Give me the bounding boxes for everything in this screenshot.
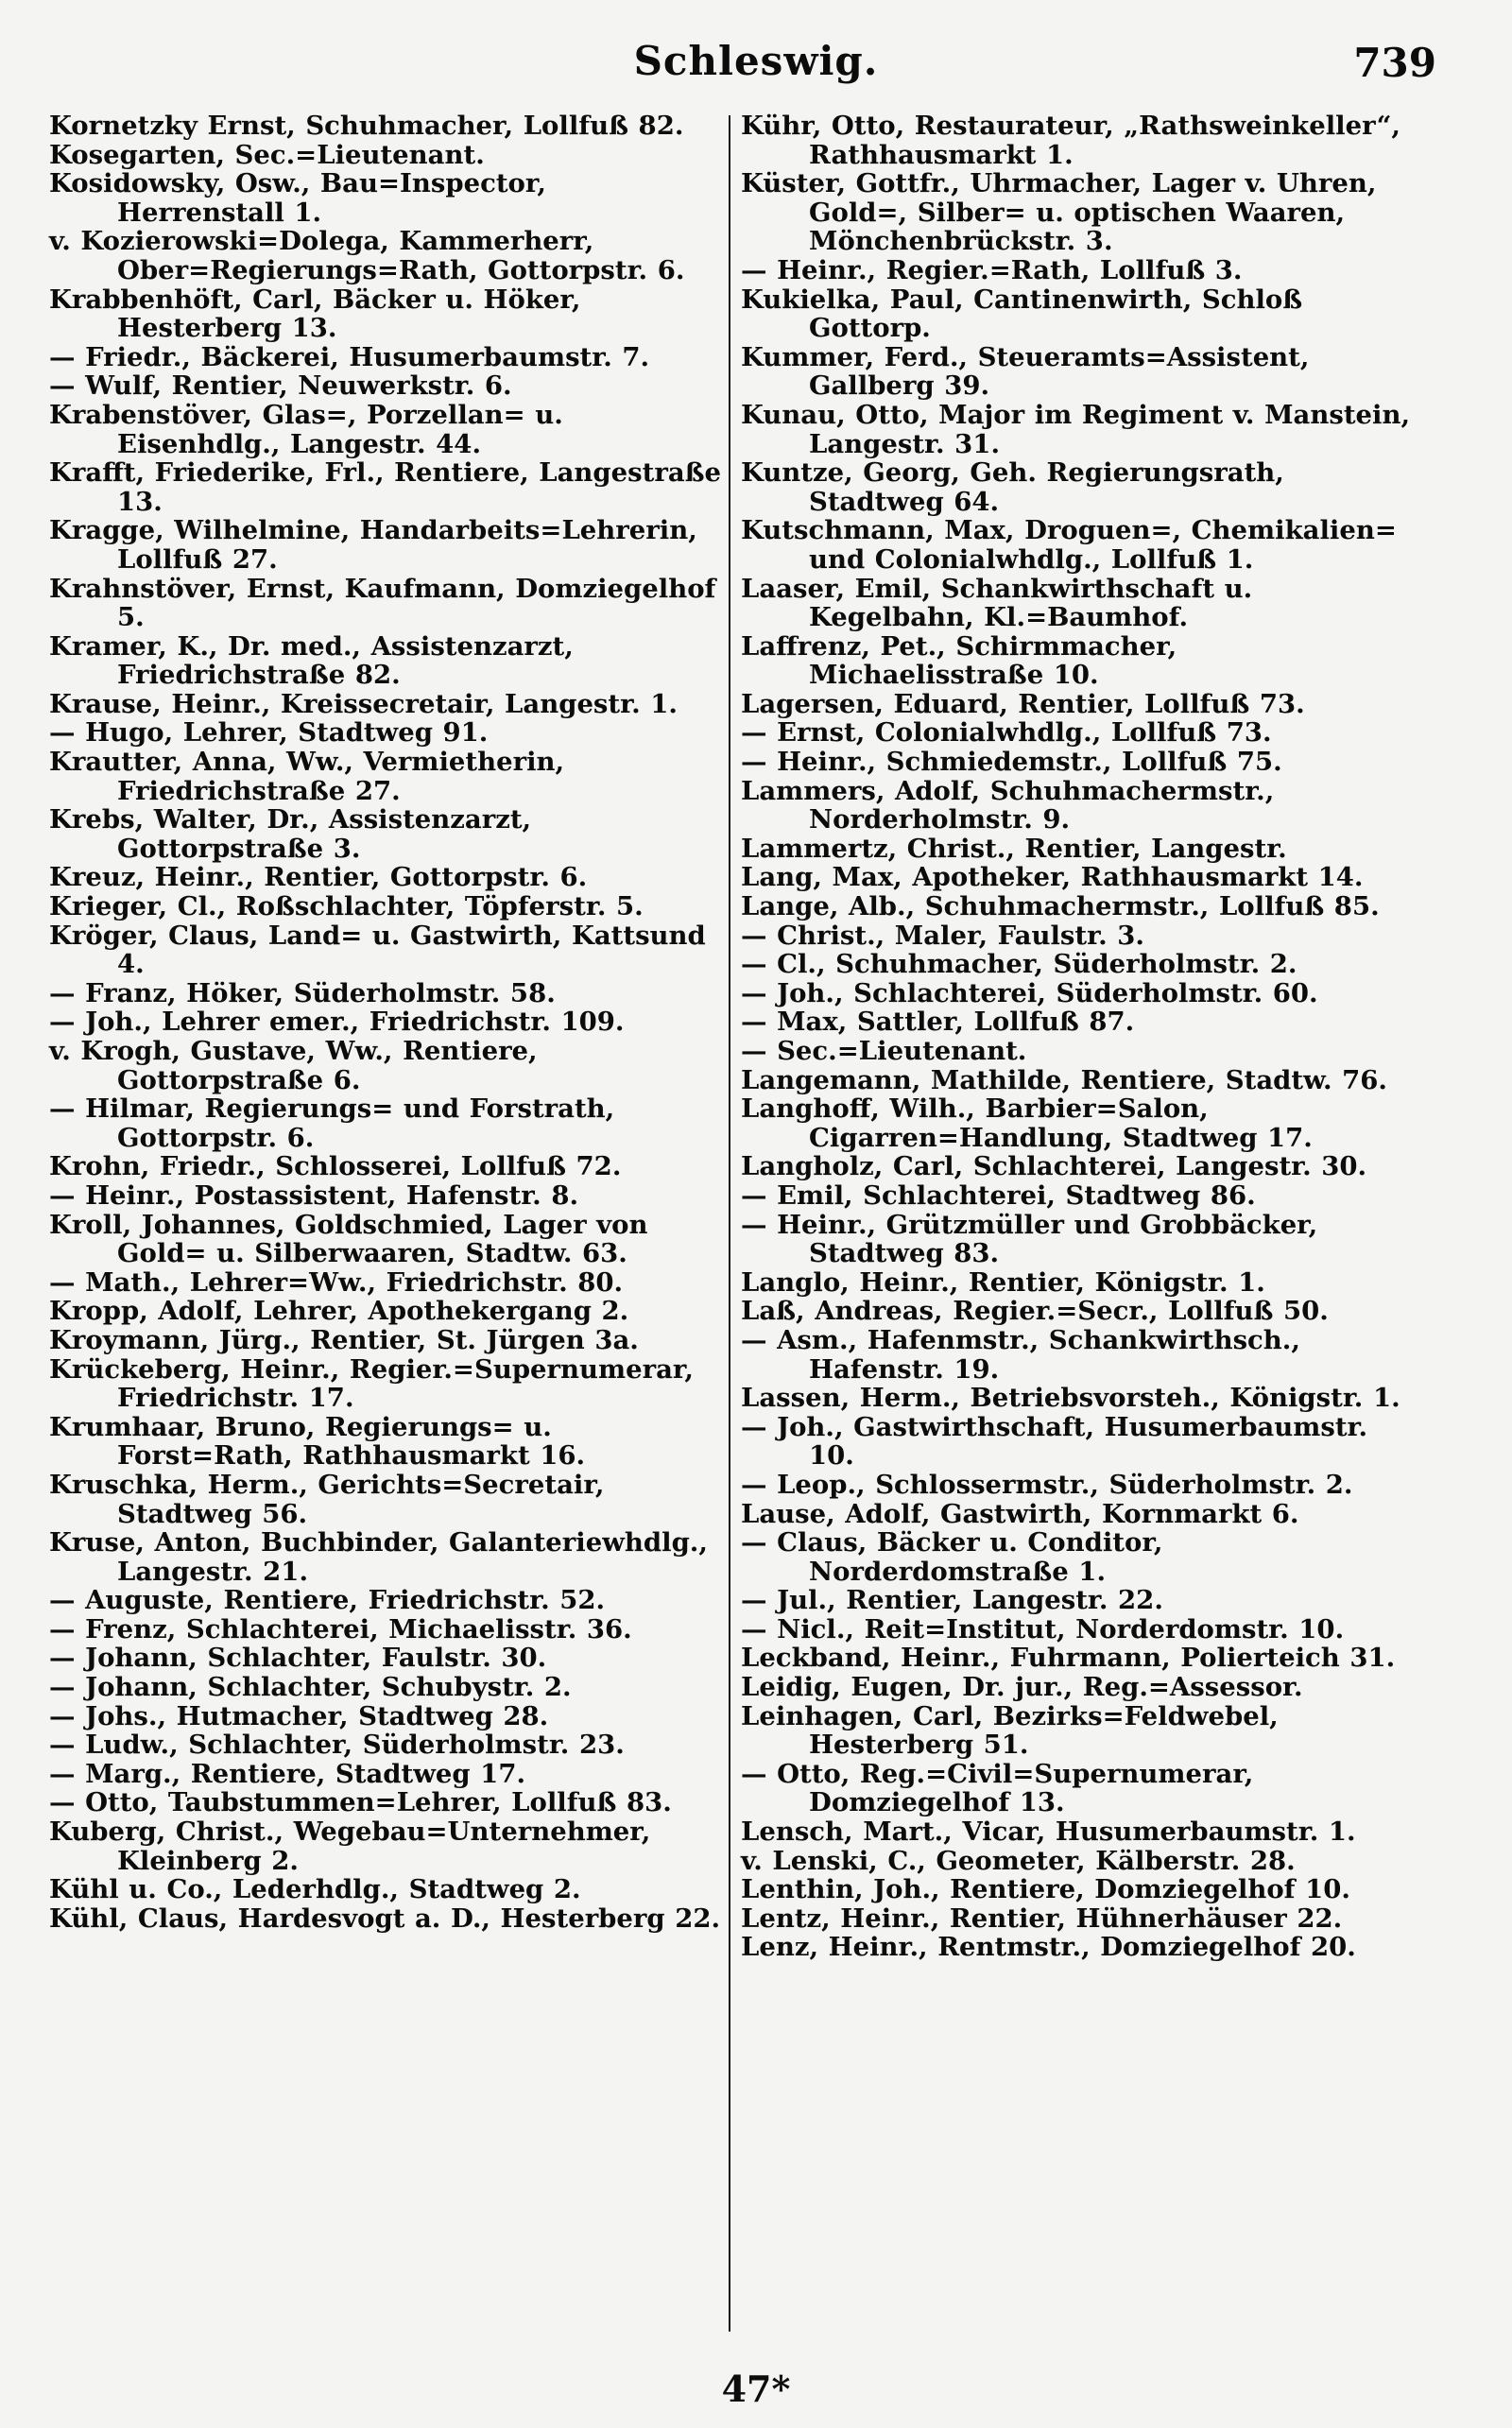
directory-entry: Langlo, Heinr., Rentier, Königstr. 1. [741,1266,1265,1298]
directory-entry: Laaser, Emil, Schankwirthschaft u. Kegelbahn, Kl.=Baumhof. [741,573,1253,633]
directory-entry: Kroll, Johannes, Goldschmied, Lager von Gold= u. Silberwaaren, Stadtw. 63. [49,1209,648,1269]
directory-entry: v. Krogh, Gustave, Ww., Rentiere, Gottorpstraße 6. [49,1036,538,1095]
directory-entry: — Christ., Maler, Faulstr. 3. [741,920,1144,951]
directory-entry: Lang, Max, Apotheker, Rathhausmarkt 14. [741,862,1364,893]
signature-mark: 47* [721,2368,791,2410]
directory-entry: — Joh., Schlachterei, Süderholmstr. 60. [741,977,1318,1008]
directory-entry: Kühr, Otto, Restaurateur, „Rathsweinkeller“, Rathhausmarkt 1. [741,111,1400,170]
directory-entry: — Johs., Hutmacher, Stadtweg 28. [49,1700,549,1731]
directory-entry: Lentz, Heinr., Rentier, Hühnerhäuser 22. [741,1903,1343,1934]
directory-entry: Kropp, Adolf, Lehrer, Apothekergang 2. [49,1296,629,1327]
directory-entry: Kukielka, Paul, Cantinenwirth, Schloß Gottorp. [741,284,1303,344]
directory-entry: Kramer, K., Dr. med., Assistenzarzt, Friedrichstraße 82. [49,630,574,691]
directory-entry: — Wulf, Rentier, Neuwerkstr. 6. [49,370,512,402]
directory-entry: — Ernst, Colonialwhdlg., Lollfuß 73. [741,717,1272,749]
page-number: 739 [1353,40,1436,86]
directory-entry: Kunau, Otto, Major im Regiment v. Manstein, Langestr. 31. [741,399,1411,459]
directory-entry: Lagersen, Eduard, Rentier, Lollfuß 73. [741,688,1305,719]
directory-entry: Krebs, Walter, Dr., Assistenzarzt, Gottorpstraße 3. [49,804,532,864]
directory-entry: Küster, Gottfr., Uhrmacher, Lager v. Uhren, Gold=, Silber= u. optischen Waaren, Mönchenbrückstr. 3. [741,168,1377,257]
directory-entry: Kroymann, Jürg., Rentier, St. Jürgen 3a. [49,1324,639,1355]
directory-entry: Kruse, Anton, Buchbinder, Galanteriewhdlg., Langestr. 21. [49,1527,708,1587]
directory-entry: — Hilmar, Regierungs= und Forstrath, Gottorpstr. 6. [49,1093,615,1153]
directory-entry: Krahnstöver, Ernst, Kaufmann, Domziegelhof 5. [49,573,716,633]
directory-entry: Krautter, Anna, Ww., Vermietherin, Friedrichstraße 27. [49,747,565,806]
directory-entry: Krieger, Cl., Roßschlachter, Töpferstr. 5. [49,891,644,922]
directory-entry: — Frenz, Schlachterei, Michaelisstr. 36. [49,1613,632,1644]
directory-entry: Krafft, Friederike, Frl., Rentiere, Langestraße 13. [49,457,722,517]
directory-entry: — Otto, Reg.=Civil=Supernumerar, Domziegelhof 13. [741,1758,1254,1818]
directory-entry: Laffrenz, Pet., Schirmmacher, Michaelisstraße 10. [741,630,1177,691]
column-divider [729,115,730,2332]
right-column [741,112,1414,2351]
directory-entry: — Max, Sattler, Lollfuß 87. [741,1007,1135,1038]
directory-entry: — Sec.=Lieutenant. [741,1036,1027,1066]
directory-entry: Leidig, Eugen, Dr. jur., Reg.=Assessor. [741,1672,1303,1703]
directory-entry: — Joh., Gastwirthschaft, Husumerbaumstr. 10. [741,1411,1368,1472]
directory-entry: — Math., Lehrer=Ww., Friedrichstr. 80. [49,1266,624,1298]
directory-entry: Laß, Andreas, Regier.=Secr., Lollfuß 50. [741,1296,1329,1327]
directory-entry: Kutschmann, Max, Droguen=, Chemikalien= und Colonialwhdlg., Lollfuß 1. [741,515,1397,575]
directory-entry: — Hugo, Lehrer, Stadtweg 91. [49,717,489,749]
directory-entry: Lammertz, Christ., Rentier, Langestr. [741,833,1287,864]
directory-entry: Kragge, Wilhelmine, Handarbeits=Lehrerin, Lollfuß 27. [49,515,697,575]
page-header [0,26,1512,102]
directory-entry: — Cl., Schuhmacher, Süderholmstr. 2. [741,949,1297,980]
directory-entry: Kosidowsky, Osw., Bau=Inspector, Herrenstall 1. [49,168,546,228]
directory-entry: — Joh., Lehrer emer., Friedrichstr. 109. [49,1007,625,1038]
directory-entry: Langhoff, Wilh., Barbier=Salon, Cigarren=Handlung, Stadtweg 17. [741,1093,1313,1153]
directory-entry: Kuntze, Georg, Geh. Regierungsrath, Stadtweg 64. [741,457,1284,517]
directory-entry: Krause, Heinr., Kreissecretair, Langestr. 1. [49,688,678,719]
directory-entry: Kosegarten, Sec.=Lieutenant. [49,139,485,170]
directory-entry: Leckband, Heinr., Fuhrmann, Polierteich 31. [741,1643,1396,1674]
directory-entry: Kühl, Claus, Hardesvogt a. D., Hesterberg 22. [49,1903,721,1934]
directory-entry: — Heinr., Schmiedemstr., Lollfuß 75. [741,747,1282,778]
directory-entry: Langholz, Carl, Schlachterei, Langestr. 30. [741,1151,1367,1182]
directory-entry: — Heinr., Grützmüller und Grobbäcker, Stadtweg 83. [741,1209,1318,1269]
directory-entry: Lassen, Herm., Betriebsvorsteh., Königstr. 1. [741,1383,1400,1414]
directory-entry: — Claus, Bäcker u. Conditor, Norderdomstraße 1. [741,1527,1163,1587]
left-column [49,112,722,2351]
directory-entry: — Otto, Taubstummen=Lehrer, Lollfuß 83. [49,1787,672,1818]
directory-entry: Krumhaar, Bruno, Regierungs= u. Forst=Rath, Rathhausmarkt 16. [49,1411,586,1472]
directory-entry: Kuberg, Christ., Wegebau=Unternehmer, Kleinberg 2. [49,1817,651,1876]
directory-entry: Kühl u. Co., Lederhdlg., Stadtweg 2. [49,1874,581,1905]
directory-entry: Lenz, Heinr., Rentmstr., Domziegelhof 20. [741,1932,1356,1963]
directory-entry: Lange, Alb., Schuhmachermstr., Lollfuß 85. [741,891,1380,922]
directory-entry: Lause, Adolf, Gastwirth, Kornmarkt 6. [741,1498,1299,1529]
directory-entry: — Asm., Hafenmstr., Schankwirthsch., Hafenstr. 19. [741,1324,1300,1385]
directory-entry: — Leop., Schlossermstr., Süderholmstr. 2. [741,1469,1353,1500]
directory-entry: Krückeberg, Heinr., Regier.=Supernumerar, Friedrichstr. 17. [49,1353,694,1414]
directory-entry: Krabenstöver, Glas=, Porzellan= u. Eisenhdlg., Langestr. 44. [49,399,563,459]
directory-entry: Lenthin, Joh., Rentiere, Domziegelhof 10. [741,1874,1350,1905]
directory-entry: — Johann, Schlachter, Schubystr. 2. [49,1672,572,1703]
directory-entry: — Ludw., Schlachter, Süderholmstr. 23. [49,1730,625,1761]
directory-entry: Kreuz, Heinr., Rentier, Gottorpstr. 6. [49,862,588,893]
directory-entry: v. Kozierowski=Dolega, Kammerherr, Ober=Regierungs=Rath, Gottorpstr. 6. [49,226,685,285]
directory-entry: Krohn, Friedr., Schlosserei, Lollfuß 72. [49,1151,622,1182]
directory-entry: Kruschka, Herm., Gerichts=Secretair, Stadtweg 56. [49,1469,605,1529]
directory-entry: — Friedr., Bäckerei, Husumerbaumstr. 7. [49,341,650,372]
directory-entry: Kröger, Claus, Land= u. Gastwirth, Kattsund 4. [49,920,706,980]
directory-entry: — Marg., Rentiere, Stadtweg 17. [49,1758,526,1789]
directory-entry: — Emil, Schlachterei, Stadtweg 86. [741,1180,1256,1211]
directory-entry: — Nicl., Reit=Institut, Norderdomstr. 10. [741,1613,1345,1644]
directory-entry: Kummer, Ferd., Steueramts=Assistent, Gallberg 39. [741,341,1310,402]
directory-entry: — Heinr., Regier.=Rath, Lollfuß 3. [741,254,1243,285]
directory-entry: — Heinr., Postassistent, Hafenstr. 8. [49,1180,579,1211]
directory-entry: Lensch, Mart., Vicar, Husumerbaumstr. 1. [741,1817,1356,1848]
directory-entry: — Johann, Schlachter, Faulstr. 30. [49,1643,547,1674]
directory-entry: Krabbenhöft, Carl, Bäcker u. Höker, Hesterberg 13. [49,284,581,344]
directory-entry: v. Lenski, C., Geometer, Kälberstr. 28. [741,1845,1296,1876]
directory-entry: Leinhagen, Carl, Bezirks=Feldwebel, Hesterberg 51. [741,1700,1279,1761]
directory-entry: Langemann, Mathilde, Rentiere, Stadtw. 76. [741,1064,1387,1095]
directory-entry: — Auguste, Rentiere, Friedrichstr. 52. [49,1585,606,1616]
page-title: Schleswig. [633,38,879,84]
directory-entry: — Jul., Rentier, Langestr. 22. [741,1585,1163,1616]
directory-entry: — Franz, Höker, Süderholmstr. 58. [49,977,556,1008]
directory-entry: Kornetzky Ernst, Schuhmacher, Lollfuß 82. [49,111,684,141]
directory-entry: Lammers, Adolf, Schuhmachermstr., Norderholmstr. 9. [741,775,1275,835]
